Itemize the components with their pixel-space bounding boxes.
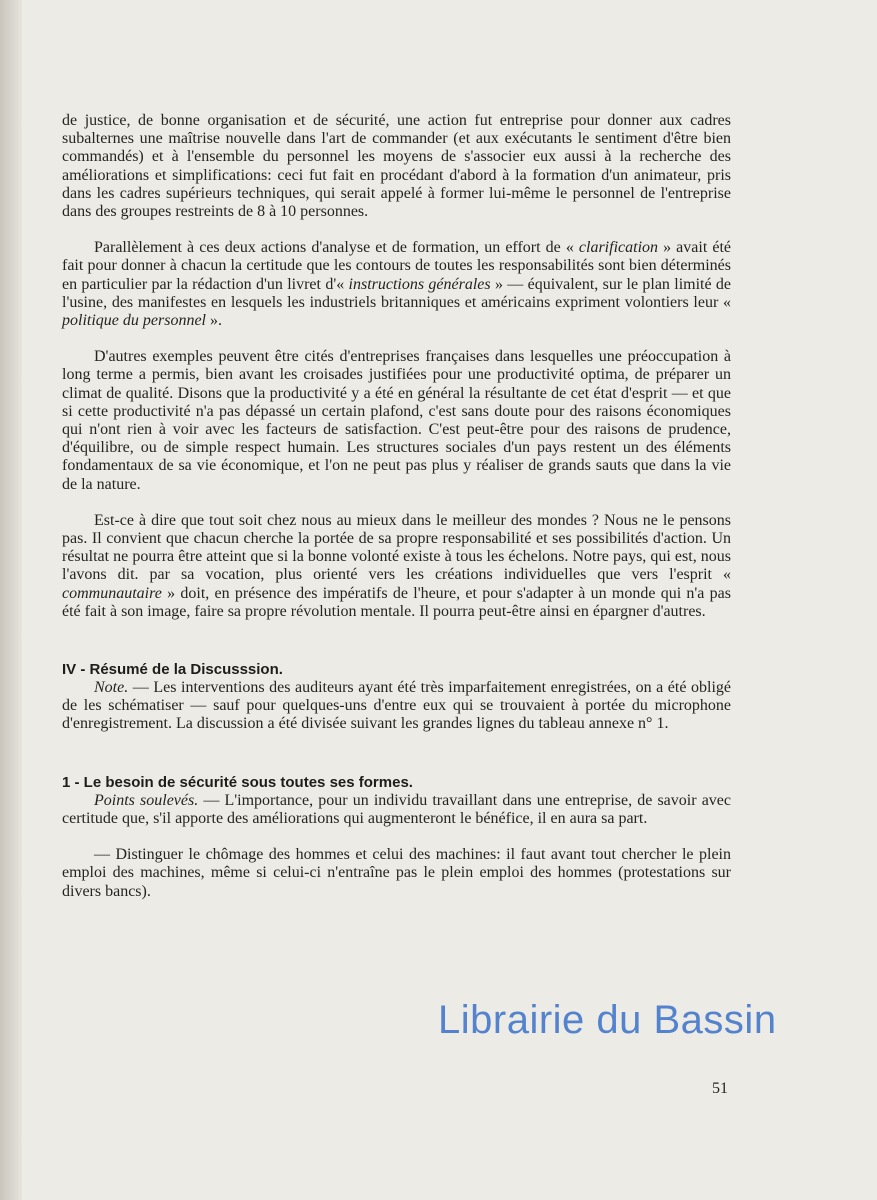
section-heading-1: 1 - Le besoin de sécurité sous toutes ses formes. — [62, 773, 413, 791]
body-text — [62, 112, 731, 901]
paragraph-3: D'autres exemples peuvent être cités d'entreprises françaises dans lesquelles une préoccupation à long terme a permis, bien avant les croisades justifiées pour une productivité optima, de préparer un climat de qualité. Disons que la productivité y a été en général la résultante de cet état d'esprit — et que si cette productivité n'a pas dépassé un certain plafond, c'est sans doute pour des raisons économiques qui n'ont rien à voir avec les facteurs de satisfaction. C'est peut-être pour des raisons de prudence, d'équilibre, ou de simple respect humain. Les structures sociales d'un pays restent un des éléments fondamentaux de sa vie économique, et l'on ne peut pas plus y réaliser de grands sauts que dans la vie de la nature. — [62, 348, 731, 493]
section-heading-iv: IV - Résumé de la Discusssion. — [62, 661, 283, 679]
page-number: 51 — [712, 1080, 728, 1097]
note-paragraph: Note. — Les interventions des auditeurs ayant été très imparfaitement enregistrées, on a été obligé de les schématiser — sauf pour quelques-uns d'entre eux qui se trouvaient à portée du microphone d'enregistrement. La discussion a été divisée suivant les grandes lignes du tableau annexe n° 1. — [62, 679, 731, 733]
paragraph-1: de justice, de bonne organisation et de sécurité, une action fut entreprise pour donner aux cadres subalternes une maîtrise nouvelle dans l'art de commander (et aux exécutants le sentiment d'être bien commandés) et à l'ensemble du personnel les moyens de s'associer eux aussi à la recherche des améliorations et simplifications: ceci fut fait en procédant d'abord à la formation d'un animateur, pris dans les cadres supérieurs techniques, qui serait appelé à former lui-même le personnel de l'entreprise dans des groupes restreints de 8 à 10 personnes. — [62, 112, 731, 221]
dash-paragraph: — Distinguer le chômage des hommes et celui des machines: il faut avant tout chercher le plein emploi des machines, même si celui-ci n'entraîne pas le plein emploi des hommes (protestations sur divers bancs). — [62, 846, 731, 900]
paragraph-2: Parallèlement à ces deux actions d'analyse et de formation, un effort de « clarification » avait été fait pour donner à chacun la certitude que les contours de toutes les responsabilités sont bien déterminés en particulier par la rédaction d'un livret d'« instructions générales » — équivalent, sur le plan limité de l'usine, des manifestes en lesquels les industriels britanniques et américains expriment volontiers leur « politique du personnel ». — [62, 239, 732, 330]
page-gutter — [0, 0, 22, 1200]
points-paragraph: Points soulevés. — L'importance, pour un individu travaillant dans une entreprise, de savoir avec certitude que, s'il apporte des améliorations qui augmenteront le bénéfice, il en aura sa part. — [62, 791, 731, 827]
paragraph-4: Est-ce à dire que tout soit chez nous au mieux dans le meilleur des mondes ? Nous ne le pensons pas. Il convient que chacun cherche la portée de sa propre responsabilité et ses possibilités d'action. Un résultat ne pourra être atteint que si la bonne volonté existe à tous les échelons. Notre pays, qui est, nous l'avons dit. par sa vocation, plus orienté vers les créations individuelles que vers l'esprit « communautaire » doit, en présence des impératifs de l'heure, et pour s'adapter à un monde qui n'a pas été fait à son image, faire sa propre révolution mentale. Il pourra peut-être ainsi en épargner d'autres. — [62, 511, 731, 620]
watermark: Librairie du Bassin — [438, 998, 777, 1042]
